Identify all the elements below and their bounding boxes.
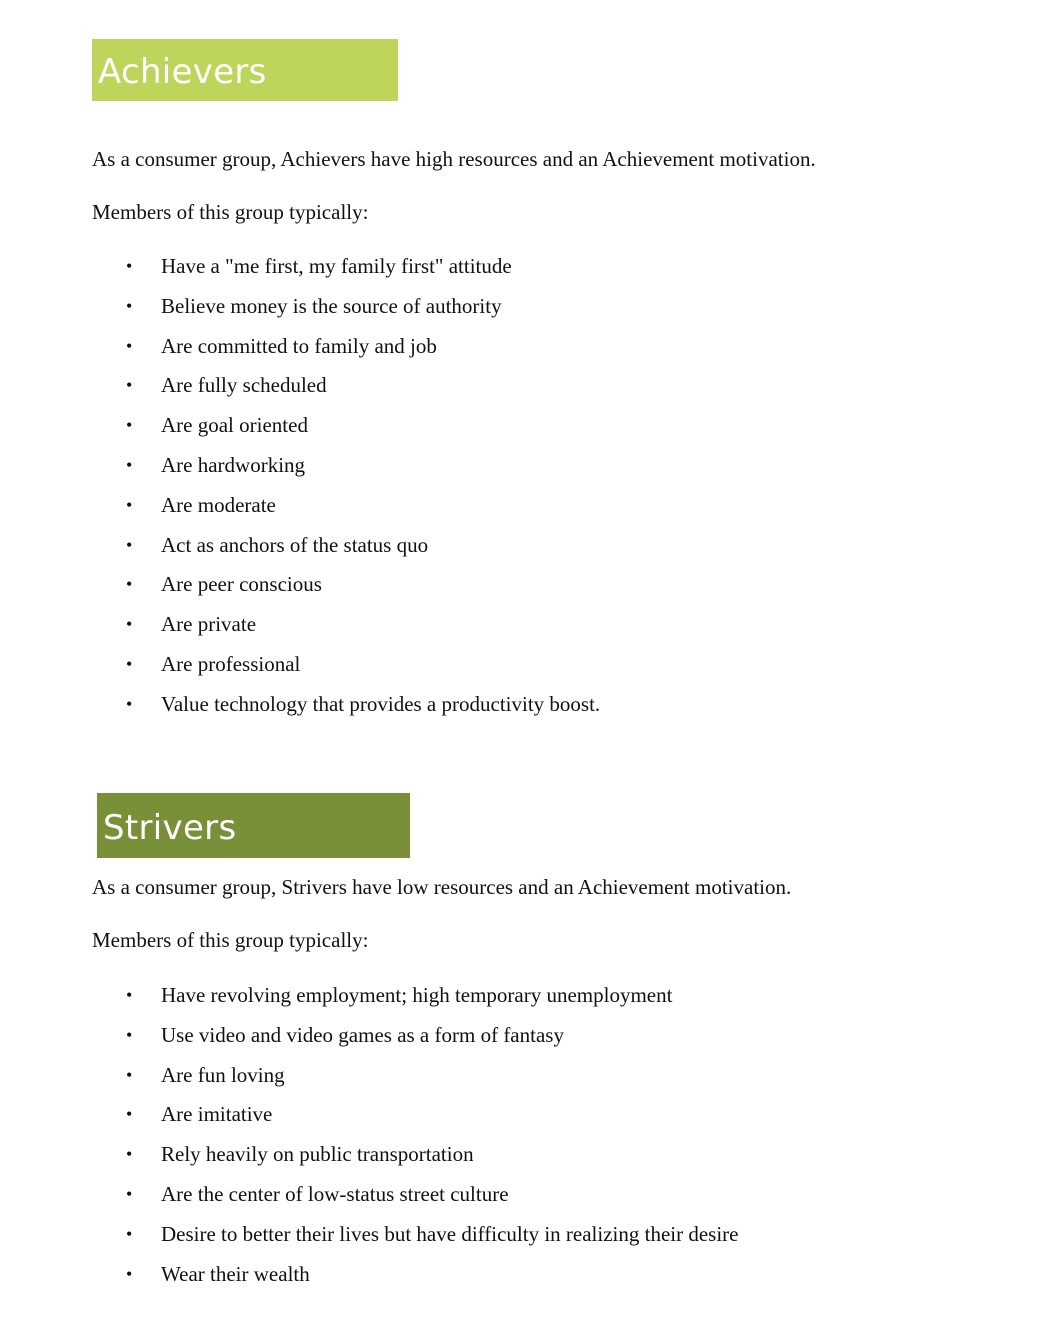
bullet-icon: • bbox=[126, 1263, 133, 1284]
bullet-icon: • bbox=[126, 454, 133, 475]
bullet-icon: • bbox=[126, 653, 133, 674]
bullet-icon: • bbox=[126, 1183, 133, 1204]
bullet-icon: • bbox=[126, 1223, 133, 1244]
strivers-heading: Strivers bbox=[103, 807, 237, 848]
achievers-trait-text: Are peer conscious bbox=[161, 572, 322, 597]
bullet-icon: • bbox=[126, 614, 133, 635]
strivers-trait-text: Are fun loving bbox=[161, 1062, 285, 1087]
achievers-trait-text: Are hardworking bbox=[161, 452, 306, 477]
strivers-lead: Members of this group typically: bbox=[92, 928, 369, 952]
achievers-trait-text: Believe money is the source of authority bbox=[161, 293, 502, 318]
achievers-trait-text: Value technology that provides a productivity boost. bbox=[161, 691, 601, 716]
strivers-trait-text: Have revolving employment; high temporary unemployment bbox=[161, 983, 673, 1007]
achievers-heading: Achievers bbox=[98, 52, 267, 92]
bullet-icon: • bbox=[126, 1064, 133, 1085]
achievers-lead: Members of this group typically: bbox=[92, 200, 369, 224]
bullet-icon: • bbox=[126, 256, 133, 276]
bullet-icon: • bbox=[126, 534, 133, 555]
strivers-trait-text: Desire to better their lives but have difficulty in realizing their desire bbox=[161, 1221, 739, 1246]
achievers-trait-text: Are goal oriented bbox=[161, 413, 308, 438]
achievers-trait-text: Are private bbox=[161, 612, 257, 637]
achievers-trait-text: Act as anchors of the status quo bbox=[161, 532, 429, 557]
strivers-intro: As a consumer group, Strivers have low resources and an Achievement motivation. bbox=[92, 875, 792, 899]
bullet-icon: • bbox=[126, 415, 133, 436]
bullet-icon: • bbox=[126, 985, 133, 1005]
bullet-icon: • bbox=[126, 295, 133, 316]
strivers-heading-banner bbox=[97, 793, 410, 858]
bullet-icon: • bbox=[126, 375, 133, 396]
achievers-trait-text: Are committed to family and job bbox=[161, 333, 437, 358]
achievers-trait-text: Are professional bbox=[161, 651, 301, 676]
bullet-icon: • bbox=[126, 335, 133, 356]
bullet-icon: • bbox=[126, 574, 133, 595]
bullet-icon: • bbox=[126, 1144, 133, 1165]
achievers-trait-text: Are fully scheduled bbox=[161, 373, 327, 398]
strivers-trait-text: Rely heavily on public transportation bbox=[161, 1142, 474, 1167]
bullet-icon: • bbox=[126, 494, 133, 515]
strivers-trait-text: Wear their wealth bbox=[161, 1261, 310, 1286]
bullet-icon: • bbox=[126, 1024, 133, 1045]
strivers-trait-text: Use video and video games as a form of fantasy bbox=[161, 1022, 564, 1047]
achievers-trait-text: Are moderate bbox=[161, 492, 276, 517]
achievers-heading-banner bbox=[92, 39, 398, 101]
bullet-icon: • bbox=[126, 1104, 133, 1125]
strivers-trait-text: Are imitative bbox=[161, 1102, 273, 1127]
strivers-trait-text: Are the center of low-status street culture bbox=[161, 1181, 509, 1206]
bullet-icon: • bbox=[126, 693, 133, 714]
achievers-intro: As a consumer group, Achievers have high resources and an Achievement motivation. bbox=[92, 147, 816, 171]
achievers-trait-text: Have a "me first, my family first" attitude bbox=[161, 254, 512, 278]
